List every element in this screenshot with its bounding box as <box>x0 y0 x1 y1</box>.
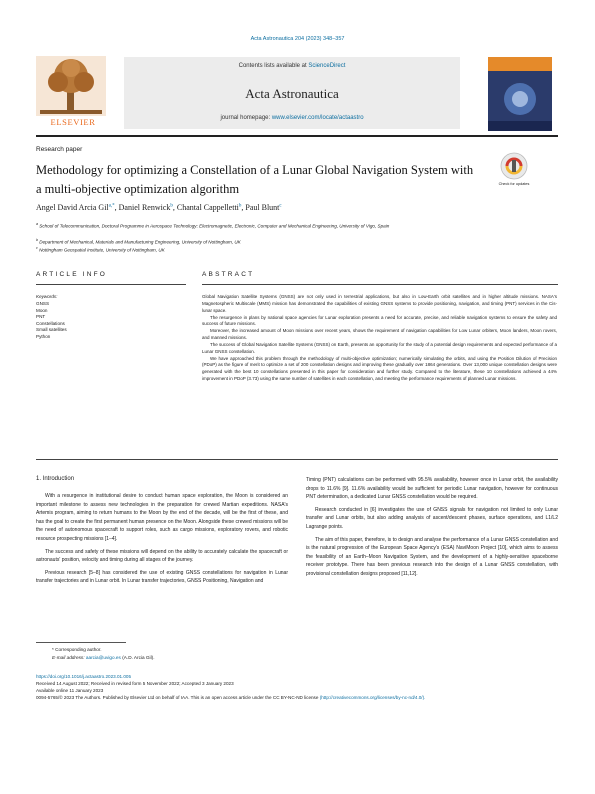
affiliation-text: Nottingham Geospatial Institute, University of Nottingham, UK <box>39 247 165 253</box>
abstract-paragraph: Moreover, the increased amount of Moon missions over recent years, shows the requirement of navigation capabilities for Low Lunar orbiters, Moon landers, Moon rovers, and manned missions. <box>202 328 557 341</box>
journal-name: Acta Astronautica <box>245 86 339 101</box>
article-title: Methodology for optimizing a Constellation of a Lunar Global Navigation System with a multi-objective optimization algorithm <box>36 163 474 196</box>
check-for-updates-label: Check for updates <box>498 182 530 186</box>
author-mark: c <box>279 203 282 209</box>
abstract-paragraph: Global Navigation Satellite Systems (GNSS) are not only used in terrestrial applications, but also in Low-Earth orbit satellites and in higher altitude missions. NASA's Magnetospheric Multiscale (MMS) mission has demonstrated the capabilities of existing GNSS systems to provide positioning, navigation, and timing (PNT) services in the Cis-lunar space. <box>202 294 557 313</box>
abstract-paragraph: The success of Global Navigation Satellite Systems (GNSS) on Earth, presents an opportunity for the study of a potential design requirements and expected performance of a Lunar GNSS constellation. <box>202 341 557 354</box>
abstract-end-rule <box>36 459 558 460</box>
homepage-prefix: journal homepage: <box>220 115 271 121</box>
affiliation-text: Department of Mechanical, Materials and Manufacturing Engineering, University of Nottingham, UK <box>39 239 241 245</box>
publisher-name: ELSEVIER <box>50 117 96 127</box>
publication-info <box>36 673 558 701</box>
contents-line <box>124 63 460 69</box>
author-name[interactable]: Daniel Renwick <box>118 203 171 212</box>
journal-cover-image <box>482 55 558 133</box>
affiliation-mark: a <box>36 222 38 226</box>
affiliation-text: School of Telecommunication, Doctoral Programme in Aerospace Technology: Electromagnetic, Electronic, Computer and Mechanical Engineering, University of Vigo, Spain <box>39 223 390 229</box>
abstract-paragraph: The resurgence in plans by national space agencies for Lunar exploration presents a need for accurate, precise, and reliable navigation systems to ensure the safety and success of future missions. <box>202 314 557 327</box>
homepage-line <box>124 115 460 121</box>
keyword[interactable]: Python <box>36 333 51 339</box>
affiliation <box>36 245 556 254</box>
author-list: Angel David Arcia Gil$^{a,*}$, Daniel Renwick$^b$, Chantal Cappelletti$^b$, Paul Blunt$^c$ <box>36 203 282 212</box>
right-column <box>306 476 558 583</box>
keyword[interactable]: Moon <box>36 307 48 313</box>
available-online: Available online 11 January 2023 <box>36 688 104 693</box>
license-statement <box>36 694 558 701</box>
email-suffix: (A.D. Arcia Gil). <box>122 654 155 660</box>
body-paragraph: Timing (PNT) calculations can be performed with 95.5% availability, however once in Lunar orbit, the availability drops to 11.6% [9]. 11.6% availability would be sufficient for periodic Lunar navigation, however for continuous PNT determination, a dedicated Lunar GNSS constellation would be required. <box>306 477 558 501</box>
affiliation-mark: c <box>36 246 38 250</box>
info-rule <box>36 284 186 285</box>
received-dates: Received 14 August 2022; Received in revised form 5 November 2022; Accepted 3 January 2023 <box>36 681 234 686</box>
contents-prefix: Contents lists available at <box>238 63 307 69</box>
keyword[interactable]: GNSS <box>36 301 50 306</box>
body-paragraph: The success and safety of these missions will depend on the ability to accurately calculate the spacecraft or astronauts' position, velocity and timing during all stages of the journey. <box>36 548 288 564</box>
sciencedirect-link[interactable]: ScienceDirect <box>308 63 346 69</box>
bookmark-icon <box>512 160 516 172</box>
body-paragraph: Research conducted in [6] investigates the use of GNSS signals for navigation not limited to only Lunar transfer and Lunar orbits, but also adding analysis of ascent/descent phases, surface operations, and L1/L2 Lagrange points. <box>306 506 558 530</box>
article-type: Research paper <box>36 146 83 153</box>
header-rule <box>36 135 558 137</box>
author-name[interactable]: Paul Blunt <box>245 203 280 212</box>
section-heading-introduction: 1. Introduction <box>36 476 75 482</box>
body-paragraph: The aim of this paper, therefore, is to design and analyse the performance of a Lunar GNSS constellation and is the natural progression of the European Space Agency's (ESA) NaviMoon Project [10], which aims to assess the feasibility of an Earth–Moon Navigation System, and the development of a highly-sensitive spaceborne receiver prototype. There has been previous research into the design of a Lunar GNSS constellation, with provisional constellation designs proposed [11,12]. <box>306 536 558 577</box>
email-label: E-mail address: <box>52 654 85 660</box>
footnote-rule <box>36 642 126 643</box>
affiliation-mark: b <box>36 238 38 242</box>
author-mark: a,* <box>108 203 115 209</box>
author-mark: b <box>170 203 173 209</box>
license-link[interactable]: (http://creativecommons.org/licenses/by-nc-nd/4.0/). <box>319 695 426 700</box>
author-name[interactable]: Chantal Cappelletti <box>176 203 239 212</box>
author-name[interactable]: Angel David Arcia Gil <box>36 203 109 212</box>
abstract-rule <box>202 284 558 285</box>
keyword[interactable]: PNT <box>36 314 46 320</box>
license-text: 0094-5765/© 2023 The Authors. Published by Elsevier Ltd on behalf of IAA. This is an open access article under the CC BY-NC-ND license <box>36 695 319 700</box>
email-link[interactable]: aarcia@uvigo.es <box>85 654 121 660</box>
corresponding-author-note: * Corresponding author. <box>52 647 102 652</box>
check-for-updates-badge[interactable] <box>496 150 532 196</box>
keywords-label: Keywords: <box>36 294 58 299</box>
doi-link[interactable]: https://doi.org/10.1016/j.actaastro.2023.01.005 <box>36 674 132 679</box>
keyword[interactable]: Constellations <box>36 320 65 326</box>
abstract-paragraph: We have approached this problem through the methodology of multi-objective optimization; numerically simulating the orbits, and using the Position Dilution of Precision (PDoP) as the figure of merit to optimize a set of 200 constellation designs and improving these gradually over 1864 generations. Over 13,000 unique constellation designs were generated with the best 10 constellations presented in this paper for consideration and further study. Compared to the literature, these 10 constellations achieved a 44% improvement in PDoP (3.73) using the same number of satellites in each constellation, and meeting the performance requirements of planned Lunar missions. <box>202 355 557 382</box>
article-info-heading: ARTICLE INFO <box>36 271 108 278</box>
footnote <box>52 646 155 661</box>
affiliation <box>36 221 556 230</box>
homepage-link[interactable]: www.elsevier.com/locate/actaastro <box>271 115 364 121</box>
author-mark: b <box>238 203 242 209</box>
journal-reference[interactable]: Acta Astronautica 204 (2023) 348–357 <box>250 36 345 42</box>
keyword[interactable]: Small satellites <box>36 327 67 333</box>
keywords-list <box>36 301 67 341</box>
elsevier-tree-logo <box>36 56 106 122</box>
body-paragraph: Previous research [5–8] has considered the use of existing GNSS constellations for navigation in Lunar transfer trajectories and in Lunar orbit. In Lunar transfer trajectories, GNSS Positioning, Navigation and <box>36 569 288 585</box>
body-paragraph: With a resurgence in institutional desire to conduct human space exploration, the Moon is considered an important milestone to assess new technologies in the preparation for crewed Martian expeditions. NASA's Artemis program, aiming to return humans to the Moon by the end of the decade, will be the first of these, and has the goal to create the first permanent human presence on the Moon. Alongside these crewed missions will be the need of autonomous spacecraft to support roles, such as cargo missions, exploratory rovers, and robotic resource prospecting missions [1–4]. <box>36 493 288 542</box>
email-line <box>52 654 155 662</box>
left-column <box>36 492 288 590</box>
abstract-heading: ABSTRACT <box>202 271 255 278</box>
abstract-body <box>202 294 557 383</box>
